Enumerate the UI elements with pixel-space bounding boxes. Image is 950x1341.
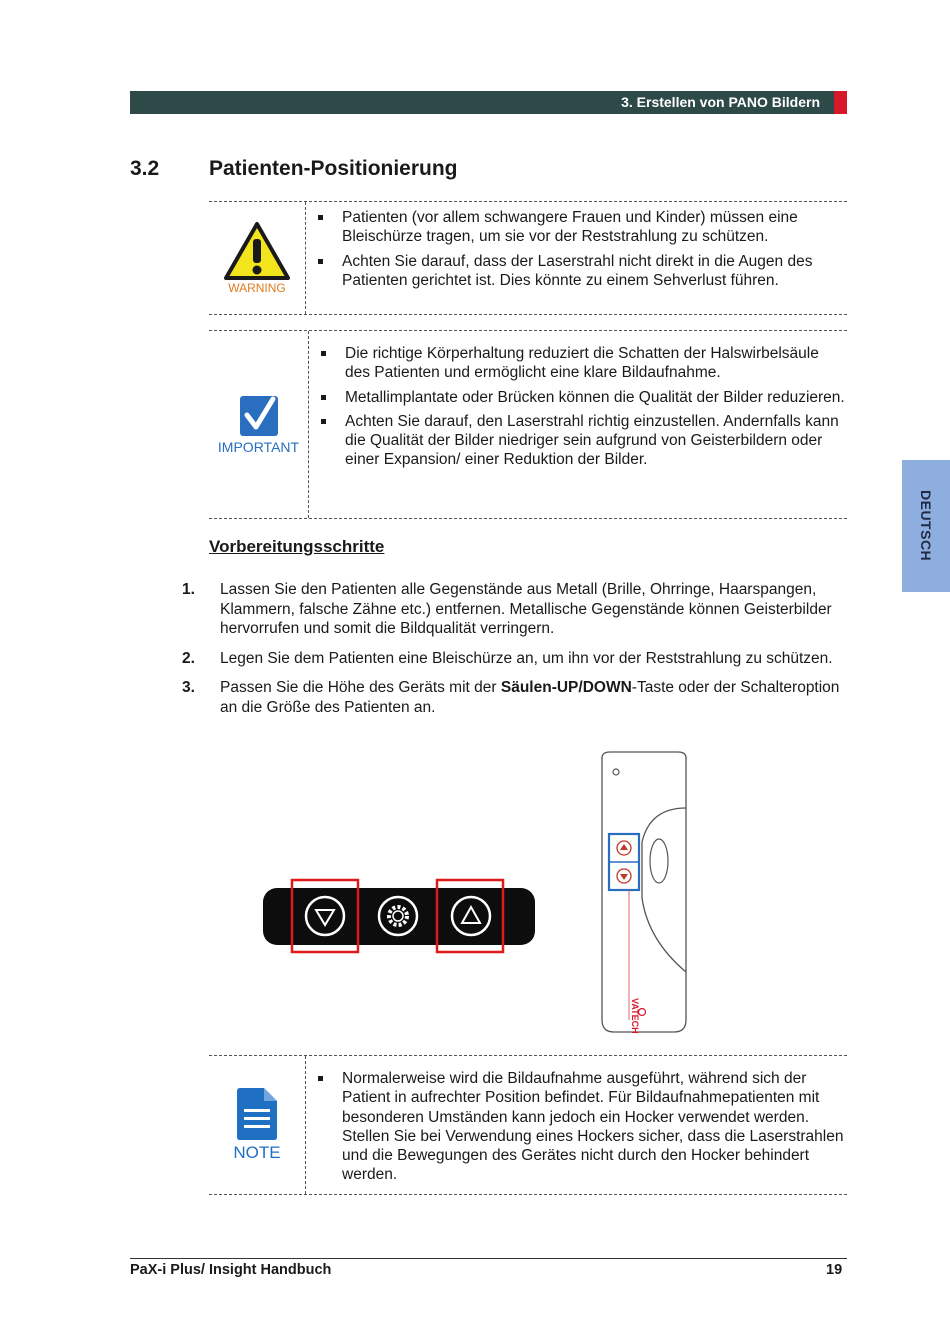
warning-icon: [223, 221, 291, 281]
step-item: [170, 649, 850, 669]
warning-list: [310, 208, 847, 295]
prep-steps: [170, 580, 850, 727]
step-number: 3.: [182, 679, 195, 696]
important-label: IMPORTANT: [217, 438, 300, 455]
column-button-name: Säulen-UP/DOWN: [500, 679, 632, 696]
footer-divider: [130, 1258, 847, 1259]
warning-box: [209, 201, 847, 315]
page-number: 19: [826, 1262, 843, 1278]
step-item: [170, 678, 850, 717]
important-box: [209, 330, 847, 519]
step-text: Legen Sie dem Patienten eine Bleischürze an, um ihn vor der Reststrahlung zu schützen.: [220, 649, 833, 667]
list-item: Metallimplantate oder Brücken können die Qualität der Bilder reduzieren.: [313, 388, 847, 407]
important-icon-cell: [209, 331, 309, 518]
step-text: Passen Sie die Höhe des Geräts mit der Säulen-UP/DOWN-Taste oder der Schalteroption an die Größe des Patienten an.: [220, 679, 840, 716]
step-text: Lassen Sie den Patienten alle Gegenstände aus Metall (Brille, Ohrringe, Haarspangen, Klammern, falsche Zähne etc.) entfernen. Metallische Gegenstände können Geisterbilder hervorrufen und somit die Bildqualität verringern.: [220, 581, 832, 637]
step-number: 1.: [182, 581, 195, 598]
step-number: 2.: [182, 649, 195, 667]
step-item: [170, 580, 850, 639]
warning-label: WARNING: [228, 281, 286, 295]
header-accent: [834, 91, 847, 114]
control-panel-figure: [260, 876, 540, 958]
section-title: Patienten-Positionierung: [209, 157, 458, 180]
footer-title: PaX-i Plus/ Insight Handbuch: [130, 1262, 332, 1278]
column-device-figure: [596, 750, 692, 1036]
vatech-logo: VATECH: [630, 998, 640, 1034]
list-item: Patienten (vor allem schwangere Frauen und Kinder) müssen eine Bleischürze tragen, um sie vor der Reststrahlung zu schützen.: [310, 208, 847, 247]
list-item: Normalerweise wird die Bildaufnahme ausgeführt, während sich der Patient in aufrechter Position befindet. Für Bildaufnahmepatienten mit besonderen Umständen kann jedoch ein Hocker verwendet werden. Stellen Sie bei Verwendung eines Hockers sicher, dass die Laserstrahlen und die Bewegungen des Gerätes nicht durch den Hocker behindert werden.: [310, 1069, 847, 1185]
checkmark-icon: [239, 395, 279, 437]
note-list: [310, 1069, 847, 1190]
warning-icon-cell: [209, 202, 306, 314]
note-icon-cell: [209, 1056, 306, 1194]
document-icon: [236, 1087, 278, 1141]
note-label: NOTE: [233, 1143, 281, 1162]
important-list: [313, 344, 847, 475]
chapter-header: 3. Erstellen von PANO Bildern: [130, 91, 834, 114]
list-item: Die richtige Körperhaltung reduziert die Schatten der Halswirbelsäule des Patienten und ermöglicht eine klare Bildaufnahme.: [313, 344, 847, 383]
note-box: [209, 1055, 847, 1195]
prep-heading: Vorbereitungsschritte: [209, 537, 385, 556]
list-item: Achten Sie darauf, dass der Laserstrahl nicht direkt in die Augen des Patienten gerichtet ist. Dies könnte zu einem Sehverlust führen.: [310, 252, 847, 291]
language-tab[interactable]: DEUTSCH: [902, 460, 950, 592]
list-item: Achten Sie darauf, den Laserstrahl richtig einzustellen. Andernfalls kann die Qualität der Bilder niedriger sein aufgrund von Geisterbildern oder einer Expansion/ einer Reduktion der Bilder.: [313, 412, 847, 470]
section-number: 3.2: [130, 157, 160, 180]
